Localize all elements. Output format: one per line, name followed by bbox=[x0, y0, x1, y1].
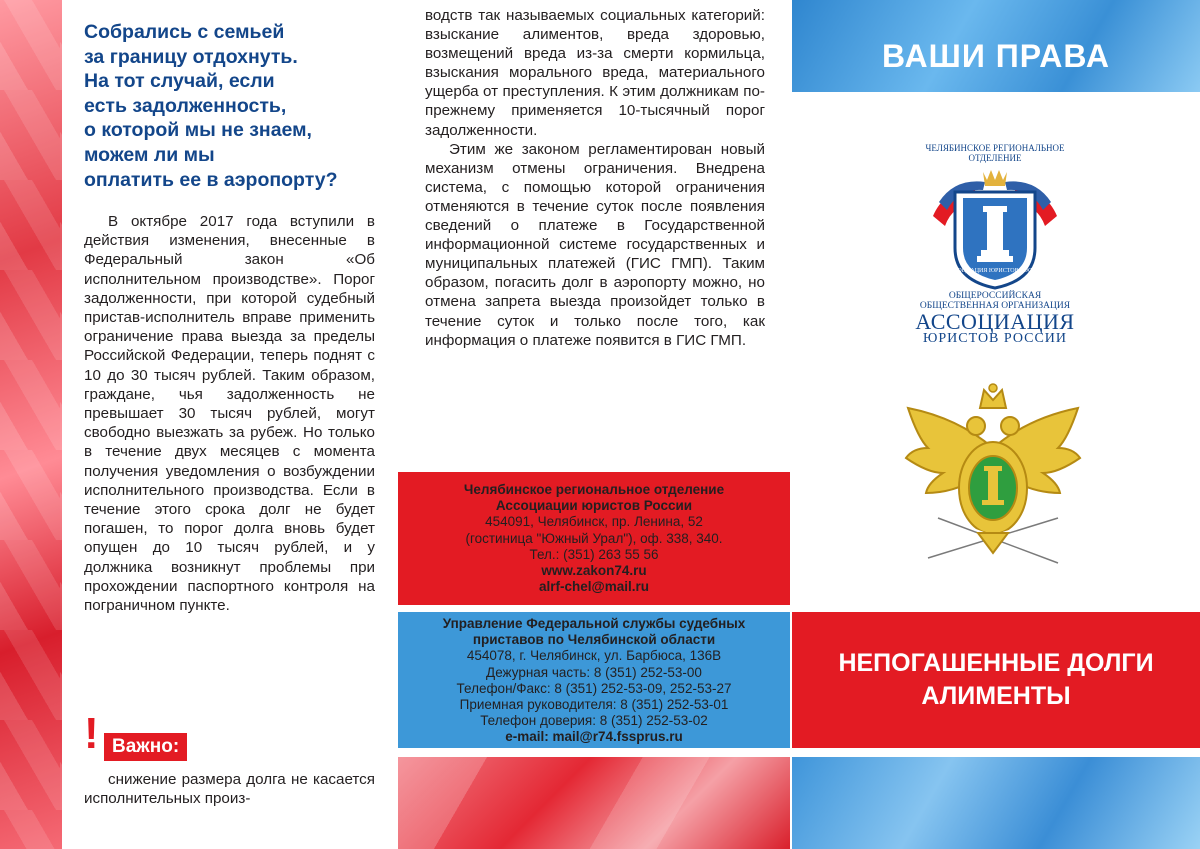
bailiff-address: 454078, г. Челябинск, ул. Барбюса, 136В bbox=[466, 648, 722, 664]
right-bottom-decor bbox=[792, 757, 1200, 849]
association-contact-box bbox=[398, 472, 790, 605]
association-address: (гостиница "Южный Урал"), оф. 338, 340. bbox=[465, 530, 723, 546]
question-line: за границу отдохнуть. bbox=[84, 45, 298, 68]
association-region-line: ЧЕЛЯБИНСКОЕ РЕГИОНАЛЬНОЕ bbox=[925, 143, 1065, 153]
association-phone: Тел.: (351) 263 55 56 bbox=[529, 546, 659, 562]
association-type-line: ОБЩЕСТВЕННАЯ ОРГАНИЗАЦИЯ bbox=[919, 301, 1071, 311]
association-type-label bbox=[905, 291, 1085, 311]
top-banner-title: ВАШИ ПРАВА bbox=[882, 38, 1110, 74]
association-emblem-icon bbox=[925, 168, 1065, 290]
bailiff-trust-phone: Телефон доверия: 8 (351) 252-53-02 bbox=[480, 713, 708, 729]
middle-paragraph-2: Этим же законом регламентирован новый механизм отмены ограничения. Внедрена система, с помощью которой ограничения отменяются в течение суток после появления сведений о платеже в Государственной информационной системе государственных и муниципальных платежей (ГИС ГМП). Таким образом, погасить долг в аэропорту можно, но отмена запрета выезда произойдет только в течение суток и только после того, как информация о платеже появится в ГИС ГМП. bbox=[425, 140, 765, 349]
left-bottom-paragraph: снижение размера долга не касается исполнительных произ- bbox=[84, 771, 375, 808]
middle-paragraph-1: водств так называемых социальных категорий: взыскание алиментов, вреда здоровью, возмещений вреда из-за смерти кормильца, взыскания морального вреда, материального ущерба от преступления. К этим должникам по-прежнему применяется 10-тысячный порог задолженности. bbox=[425, 7, 765, 139]
bailiff-service-emblem-icon bbox=[898, 378, 1088, 578]
bailiff-duty-phone: Дежурная часть: 8 (351) 252-53-00 bbox=[486, 664, 702, 680]
middle-bottom-decor bbox=[398, 757, 790, 849]
question-line: На тот случай, если bbox=[84, 70, 275, 93]
question-line: Собрались с семьей bbox=[84, 21, 285, 43]
association-region-label bbox=[905, 143, 1085, 163]
brochure-title bbox=[792, 647, 1200, 713]
left-bottom-text bbox=[84, 770, 375, 808]
left-body-text bbox=[84, 212, 375, 615]
left-body-paragraph: В октябре 2017 года вступили в действия изменения, внесенные в Федеральный закон «Об исполнительном производстве». Порог задолженности, при которой судебный пристав-исполнитель вправе применить ограничение права выезда за пределы Российской Федерации, теперь поднят с 10 до 30 тысяч рублей. Таким образом, граждане, чья задолженность не превышает 30 тысяч рублей, могут свободно выезжать за рубеж. Но только в течение двух месяцев с момента получения уведомления о возбуждении исполнительного производства. Если в течение этого срока долг не будет погашен, то порог долга вновь будет опущен до 10 тысяч рублей, и у должника возникнут проблемы при прохождении паспортного контроля на пограничном пункте. bbox=[84, 213, 375, 615]
association-name-sub: ЮРИСТОВ РОССИИ bbox=[922, 331, 1068, 346]
association-name: АССОЦИАЦИЯ bbox=[915, 309, 1075, 334]
association-org-line: Челябинское региональное отделение bbox=[463, 482, 725, 497]
middle-body-text bbox=[425, 6, 765, 350]
association-org-line: Ассоциации юристов России bbox=[495, 498, 693, 514]
question-line: о которой мы не знаем, bbox=[84, 119, 312, 142]
left-decor-strip bbox=[0, 0, 62, 849]
question-line: есть задолженность, bbox=[84, 94, 287, 117]
question-line: можем ли мы bbox=[84, 143, 215, 166]
brochure-title-line: НЕПОГАШЕННЫЕ ДОЛГИ bbox=[838, 649, 1154, 677]
bailiff-reception-phone: Приемная руководителя: 8 (351) 252-53-01 bbox=[459, 697, 729, 713]
bailiff-org-line: Управление Федеральной службы судебных bbox=[442, 616, 746, 631]
association-website-link[interactable]: www.zakon74.ru bbox=[541, 563, 647, 579]
association-address: 454091, Челябинск, пр. Ленина, 52 bbox=[485, 514, 703, 530]
question-line: оплатить ее в аэропорту? bbox=[84, 168, 338, 191]
bailiff-email-link[interactable]: e-mail: mail@r74.fssprus.ru bbox=[505, 729, 683, 745]
association-region-line: ОТДЕЛЕНИЕ bbox=[968, 153, 1022, 163]
question-heading bbox=[84, 20, 384, 192]
bailiff-contact-box bbox=[398, 612, 790, 748]
exclamation-icon: ! bbox=[84, 709, 99, 758]
important-label: Важно: bbox=[104, 733, 187, 761]
brochure-title-line: АЛИМЕНТЫ bbox=[921, 682, 1071, 710]
association-emblem-text: АССОЦИАЦИЯ ЮРИСТОВ РОССИИ bbox=[945, 268, 1045, 274]
bailiff-org-line: приставов по Челябинской области bbox=[472, 632, 716, 648]
association-type-line: ОБЩЕРОССИЙСКАЯ bbox=[948, 291, 1042, 301]
bailiff-phone-fax: Телефон/Факс: 8 (351) 252-53-09, 252-53-27 bbox=[456, 680, 732, 696]
association-email-link[interactable]: alrf-chel@mail.ru bbox=[539, 579, 649, 595]
